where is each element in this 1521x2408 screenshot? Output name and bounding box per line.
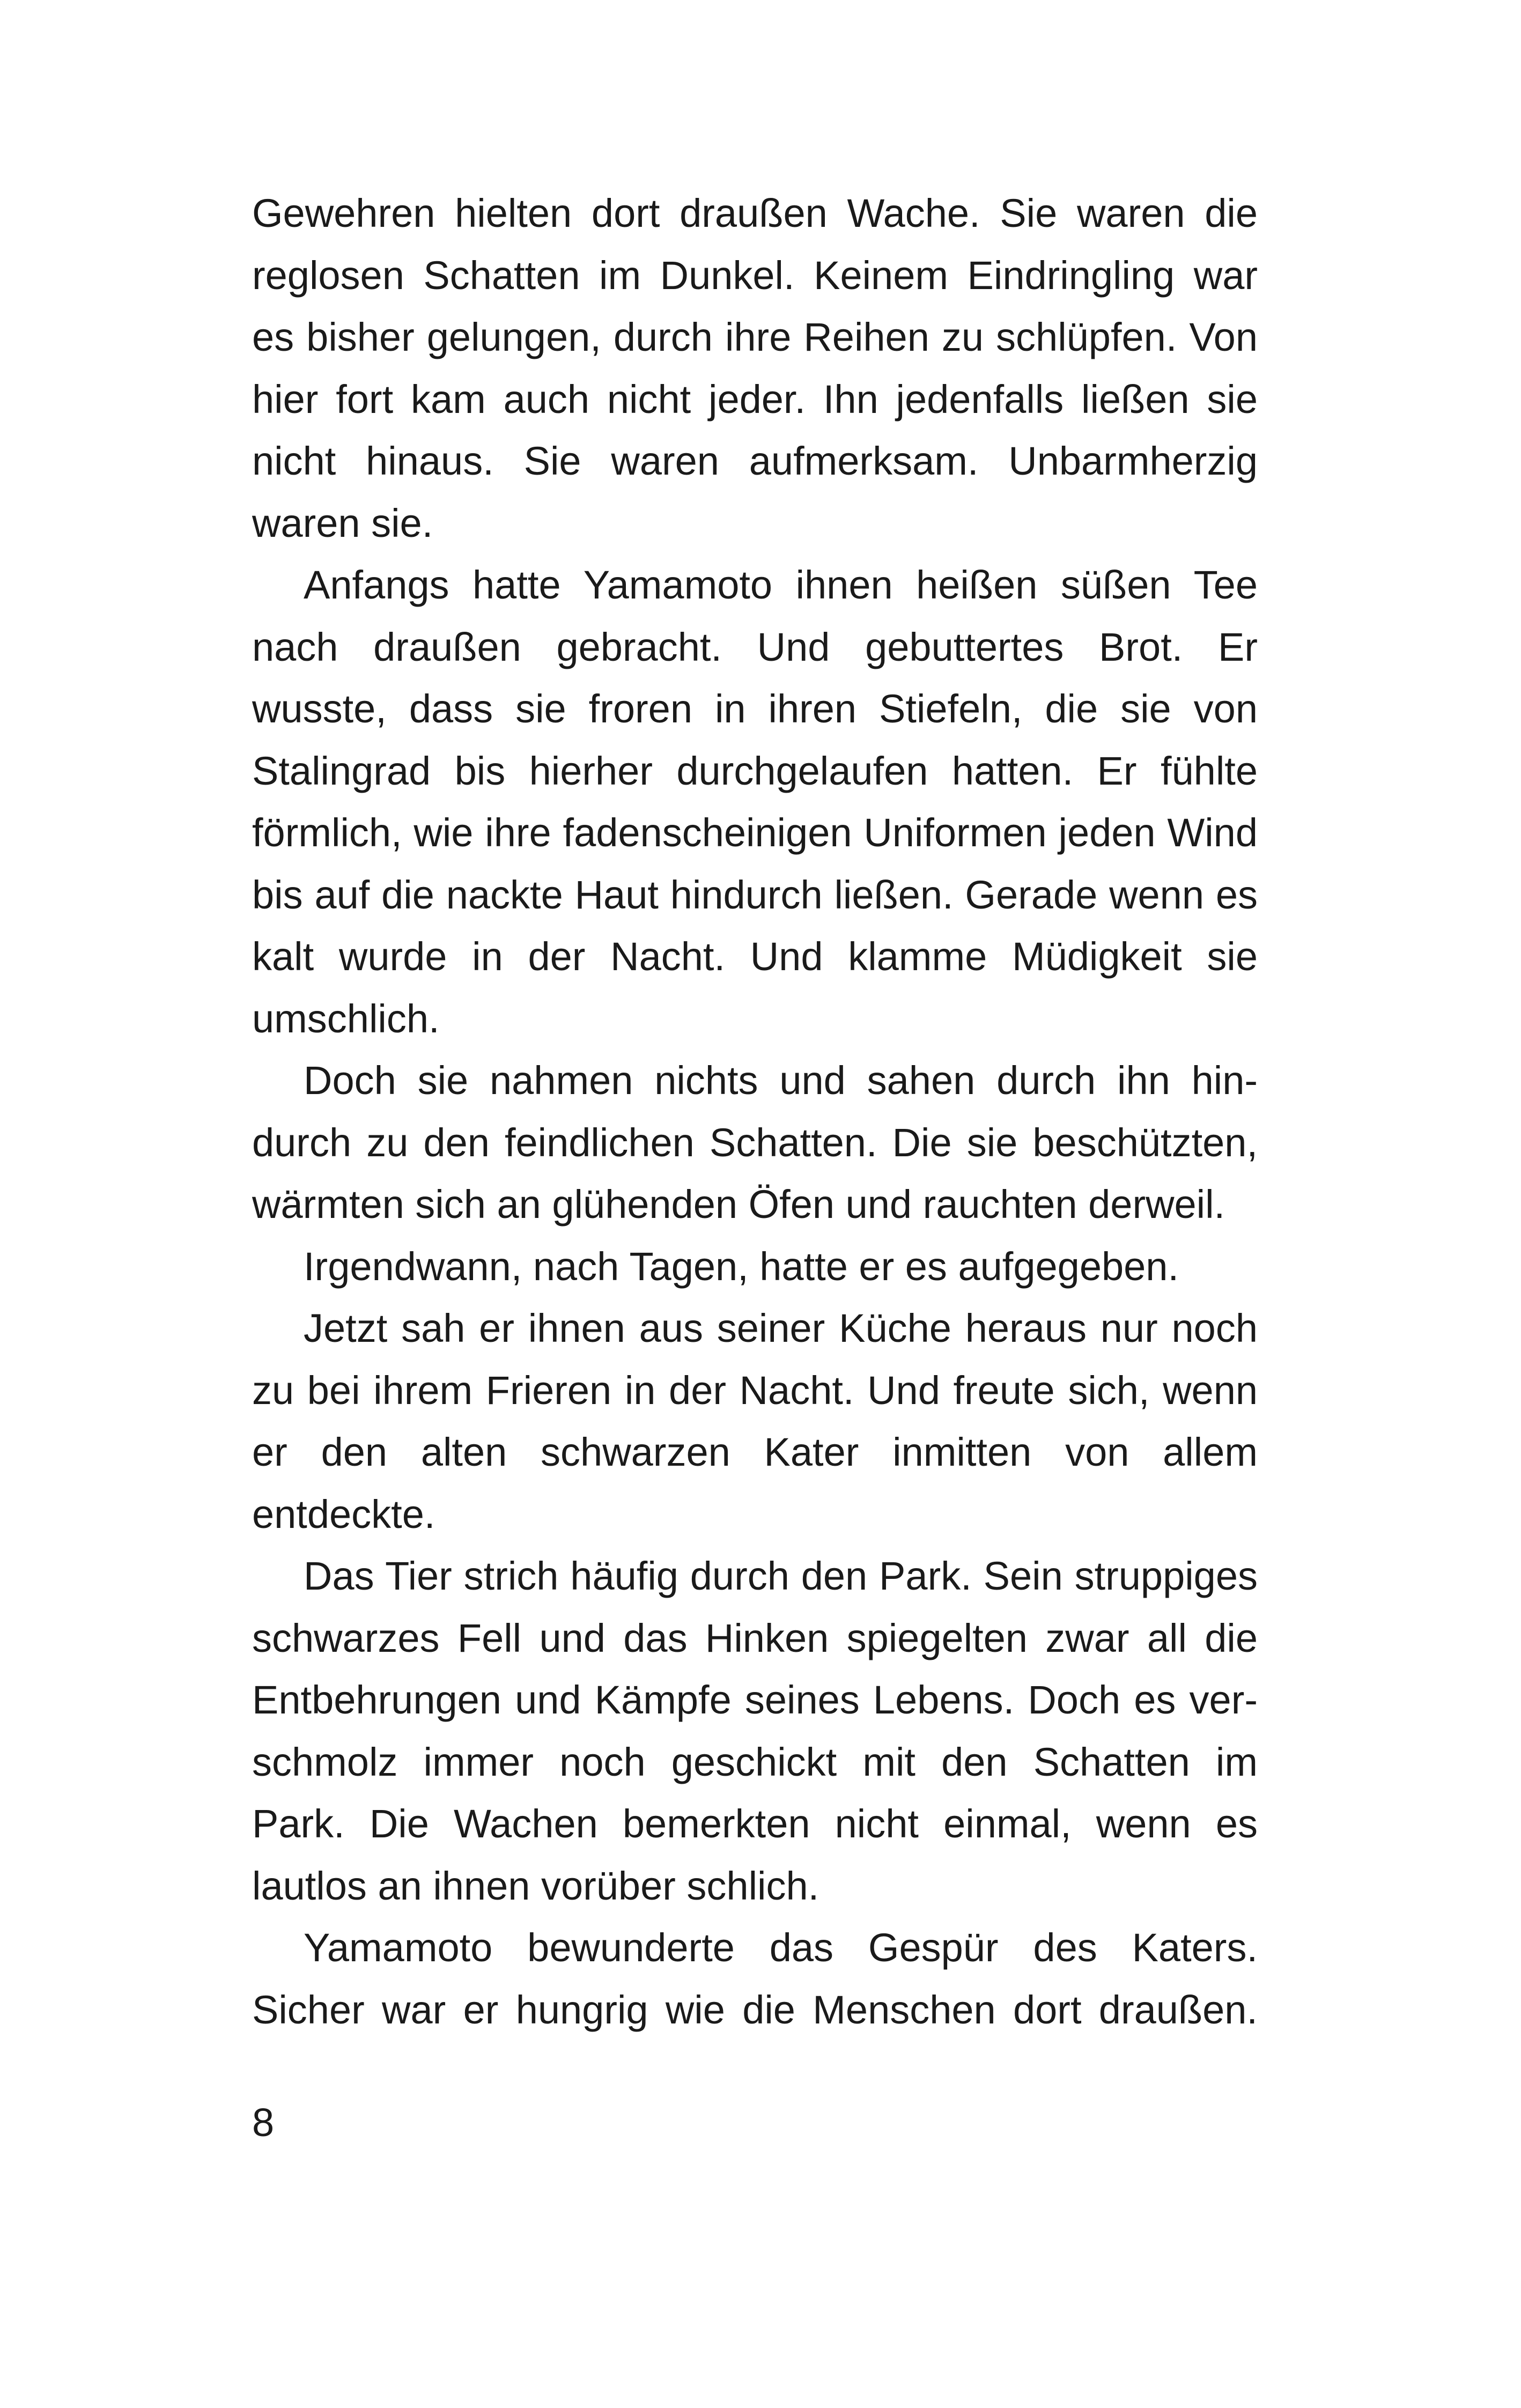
paragraph: Anfangs hatte Yamamoto ihnen heißen süßen Tee nach draußen gebracht. Und gebuttertes Brot. Er wusste, dass sie froren in ihren Stiefeln, die sie von Stalingrad bis hierher durchgelaufen hatten. Er fühlte förmlich, wie ihre fadenscheinigen Uniformen jeden Wind bis auf die nackte Haut hindurch ließen. Gerade wenn es kalt wurde in der Nacht. Und klamme Müdigkeit sie umschlich. xyxy=(252,563,1258,1041)
paragraph: Yamamoto bewunderte das Gespür des Katers. Sicher war er hungrig wie die Menschen dort draußen. xyxy=(252,1925,1258,2032)
paragraph: Doch sie nahmen nichts und sahen durch ihn hindurch zu den feindlichen Schatten. Die sie beschützten, wärmten sich an glühenden Öfen und rauchten derweil. xyxy=(252,1058,1258,1227)
paragraph: Das Tier strich häufig durch den Park. Sein struppiges schwarzes Fell und das Hinken spiegelten zwar all die Entbehrungen und Kämpfe seines Lebens. Doch es verschmolz immer noch geschickt mit den Schatten im Park. Die Wachen bemerkten nicht einmal, wenn es lautlos an ihnen vorüber schlich. xyxy=(252,1554,1258,1908)
paragraph: Irgendwann, nach Tagen, hatte er es aufgegeben. xyxy=(304,1244,1179,1289)
body-text xyxy=(252,182,1258,2041)
paragraph: Jetzt sah er ihnen aus seiner Küche heraus nur noch zu bei ihrem Frieren in der Nacht. Und freute sich, wenn er den alten schwarzen Kater inmitten von allem entdeckte. xyxy=(252,1306,1258,1537)
paragraph: Gewehren hielten dort draußen Wache. Sie waren die reglosen Schatten im Dunkel. Keinem Eindringling war es bisher gelungen, durch ihre Reihen zu schlüpfen. Von hier fort kam auch nicht jeder. Ihn jedenfalls ließen sie nicht hinaus. Sie waren aufmerksam. Unbarmherzig waren sie. xyxy=(252,191,1258,545)
page-number: 8 xyxy=(252,2100,275,2145)
